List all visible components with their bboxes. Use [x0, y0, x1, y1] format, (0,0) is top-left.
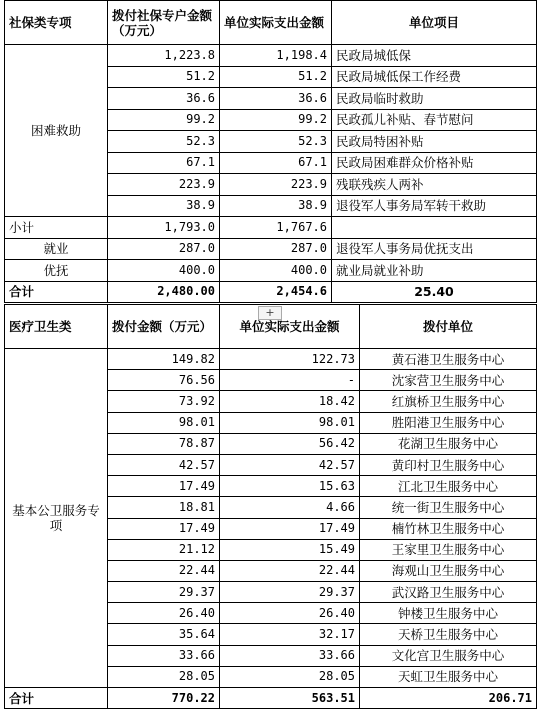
actual-spending-cell: 29.37 — [220, 582, 360, 603]
actual-spending-cell: 36.6 — [220, 88, 332, 110]
allocated-amount-cell: 78.87 — [108, 433, 220, 454]
allocated-amount-cell: 28.05 — [108, 666, 220, 687]
employment-row-label: 就业 — [5, 238, 108, 260]
allocated-amount-cell: 99.2 — [108, 109, 220, 131]
unit-project-cell: 民政孤儿补贴、春节慰问 — [332, 109, 537, 131]
total-label: 合计 — [5, 281, 108, 303]
allocated-amount-cell: 26.40 — [108, 603, 220, 624]
unit-project-cell: 退役军人事务局军转干救助 — [332, 195, 537, 217]
total-actual: 2,454.6 — [220, 281, 332, 303]
allocated-amount-cell: 149.82 — [108, 349, 220, 370]
actual-spending-cell: 122.73 — [220, 349, 360, 370]
allocating-unit-cell: 海观山卫生服务中心 — [360, 560, 537, 581]
unit-project-cell: 民政局特困补贴 — [332, 131, 537, 153]
total-difference: 206.71 — [360, 688, 537, 709]
medical-health-body — [5, 305, 537, 709]
actual-spending-cell: 98.01 — [220, 412, 360, 433]
allocated-amount-cell: 36.6 — [108, 88, 220, 110]
actual-spending-cell: 287.0 — [220, 238, 332, 260]
actual-spending-cell: 17.49 — [220, 518, 360, 539]
table-move-handle-icon[interactable]: + — [258, 306, 282, 320]
allocated-amount-cell: 287.0 — [108, 238, 220, 260]
allocated-amount-cell: 21.12 — [108, 539, 220, 560]
allocating-unit-cell: 王家里卫生服务中心 — [360, 539, 537, 560]
actual-spending-cell: 99.2 — [220, 109, 332, 131]
unit-project-cell — [332, 217, 537, 239]
actual-spending-cell: 51.2 — [220, 66, 332, 88]
actual-spending-cell: 38.9 — [220, 195, 332, 217]
actual-spending-cell: 67.1 — [220, 152, 332, 174]
unit-project-cell: 民政局临时救助 — [332, 88, 537, 110]
allocating-unit-cell: 钟楼卫生服务中心 — [360, 603, 537, 624]
allocated-amount-cell: 1,793.0 — [108, 217, 220, 239]
allocating-unit-cell: 黄印村卫生服务中心 — [360, 454, 537, 475]
unit-project-cell: 民政局困难群众价格补贴 — [332, 152, 537, 174]
allocated-amount-cell: 33.66 — [108, 645, 220, 666]
allocating-unit-cell: 武汉路卫生服务中心 — [360, 582, 537, 603]
allocating-unit-cell: 文化宫卫生服务中心 — [360, 645, 537, 666]
allocated-amount-cell: 73.92 — [108, 391, 220, 412]
header-category: 医疗卫生类 — [5, 305, 108, 349]
allocated-amount-cell: 22.44 — [108, 560, 220, 581]
actual-spending-cell: 56.42 — [220, 433, 360, 454]
header-unit-project: 单位项目 — [332, 1, 537, 45]
actual-spending-cell: 15.63 — [220, 476, 360, 497]
allocating-unit-cell: 天虹卫生服务中心 — [360, 666, 537, 687]
group-label-hardship-relief: 困难救助 — [5, 45, 108, 217]
total-allocated: 770.22 — [108, 688, 220, 709]
unit-project-cell: 民政局城低保 — [332, 45, 537, 67]
actual-spending-cell: 28.05 — [220, 666, 360, 687]
allocated-amount-cell: 17.49 — [108, 518, 220, 539]
total-row — [5, 281, 537, 303]
allocated-amount-cell: 400.0 — [108, 260, 220, 282]
unit-project-cell: 就业局就业补助 — [332, 260, 537, 282]
allocated-amount-cell: 98.01 — [108, 412, 220, 433]
table-header-row — [5, 1, 537, 45]
header-allocated-amount: 拨付社保专户金额（万元） — [108, 1, 220, 45]
allocated-amount-cell: 76.56 — [108, 370, 220, 391]
actual-spending-cell: 223.9 — [220, 174, 332, 196]
social-security-table — [4, 0, 537, 303]
header-category: 社保类专项 — [5, 1, 108, 45]
social-security-body — [5, 1, 537, 303]
actual-spending-cell: 400.0 — [220, 260, 332, 282]
actual-spending-cell: 52.3 — [220, 131, 332, 153]
actual-spending-cell: 26.40 — [220, 603, 360, 624]
allocating-unit-cell: 花湖卫生服务中心 — [360, 433, 537, 454]
header-allocated-amount: 拨付金额（万元） — [108, 305, 220, 349]
subtotal-row — [5, 217, 537, 239]
allocated-amount-cell: 52.3 — [108, 131, 220, 153]
total-row — [5, 688, 537, 709]
actual-spending-cell: 15.49 — [220, 539, 360, 560]
total-allocated: 2,480.00 — [108, 281, 220, 303]
subtotal-row-label: 小计 — [5, 217, 108, 239]
employment-row — [5, 238, 537, 260]
allocating-unit-cell: 胜阳港卫生服务中心 — [360, 412, 537, 433]
actual-spending-cell: 1,198.4 — [220, 45, 332, 67]
actual-spending-cell: 4.66 — [220, 497, 360, 518]
total-difference: 25.40 — [332, 281, 537, 303]
allocated-amount-cell: 38.9 — [108, 195, 220, 217]
header-actual-spending: 单位实际支出金额 — [220, 305, 360, 349]
allocating-unit-cell: 红旗桥卫生服务中心 — [360, 391, 537, 412]
unit-project-cell: 民政局城低保工作经费 — [332, 66, 537, 88]
unit-project-cell: 残联残疾人两补 — [332, 174, 537, 196]
actual-spending-cell: - — [220, 370, 360, 391]
allocating-unit-cell: 天桥卫生服务中心 — [360, 624, 537, 645]
allocated-amount-cell: 17.49 — [108, 476, 220, 497]
unit-project-cell: 退役军人事务局优抚支出 — [332, 238, 537, 260]
actual-spending-cell: 33.66 — [220, 645, 360, 666]
medical-health-table — [4, 304, 537, 709]
actual-spending-cell: 32.17 — [220, 624, 360, 645]
group-label-public-health: 基本公卫服务专项 — [5, 349, 108, 688]
header-allocating-unit: 拨付单位 — [360, 305, 537, 349]
table-header-row — [5, 305, 537, 349]
total-actual: 563.51 — [220, 688, 360, 709]
allocated-amount-cell: 1,223.8 — [108, 45, 220, 67]
allocated-amount-cell: 51.2 — [108, 66, 220, 88]
actual-spending-cell: 42.57 — [220, 454, 360, 475]
special-care-row-label: 优抚 — [5, 260, 108, 282]
allocating-unit-cell: 沈家营卫生服务中心 — [360, 370, 537, 391]
allocated-amount-cell: 18.81 — [108, 497, 220, 518]
allocated-amount-cell: 42.57 — [108, 454, 220, 475]
allocating-unit-cell: 江北卫生服务中心 — [360, 476, 537, 497]
actual-spending-cell: 1,767.6 — [220, 217, 332, 239]
allocating-unit-cell: 黄石港卫生服务中心 — [360, 349, 537, 370]
total-label: 合计 — [5, 688, 108, 709]
allocating-unit-cell: 楠竹林卫生服务中心 — [360, 518, 537, 539]
table-row — [5, 45, 537, 67]
allocated-amount-cell: 223.9 — [108, 174, 220, 196]
actual-spending-cell: 22.44 — [220, 560, 360, 581]
allocated-amount-cell: 67.1 — [108, 152, 220, 174]
allocated-amount-cell: 35.64 — [108, 624, 220, 645]
actual-spending-cell: 18.42 — [220, 391, 360, 412]
allocating-unit-cell: 统一街卫生服务中心 — [360, 497, 537, 518]
header-actual-spending: 单位实际支出金额 — [220, 1, 332, 45]
table-row — [5, 349, 537, 370]
allocated-amount-cell: 29.37 — [108, 582, 220, 603]
special-care-row — [5, 260, 537, 282]
